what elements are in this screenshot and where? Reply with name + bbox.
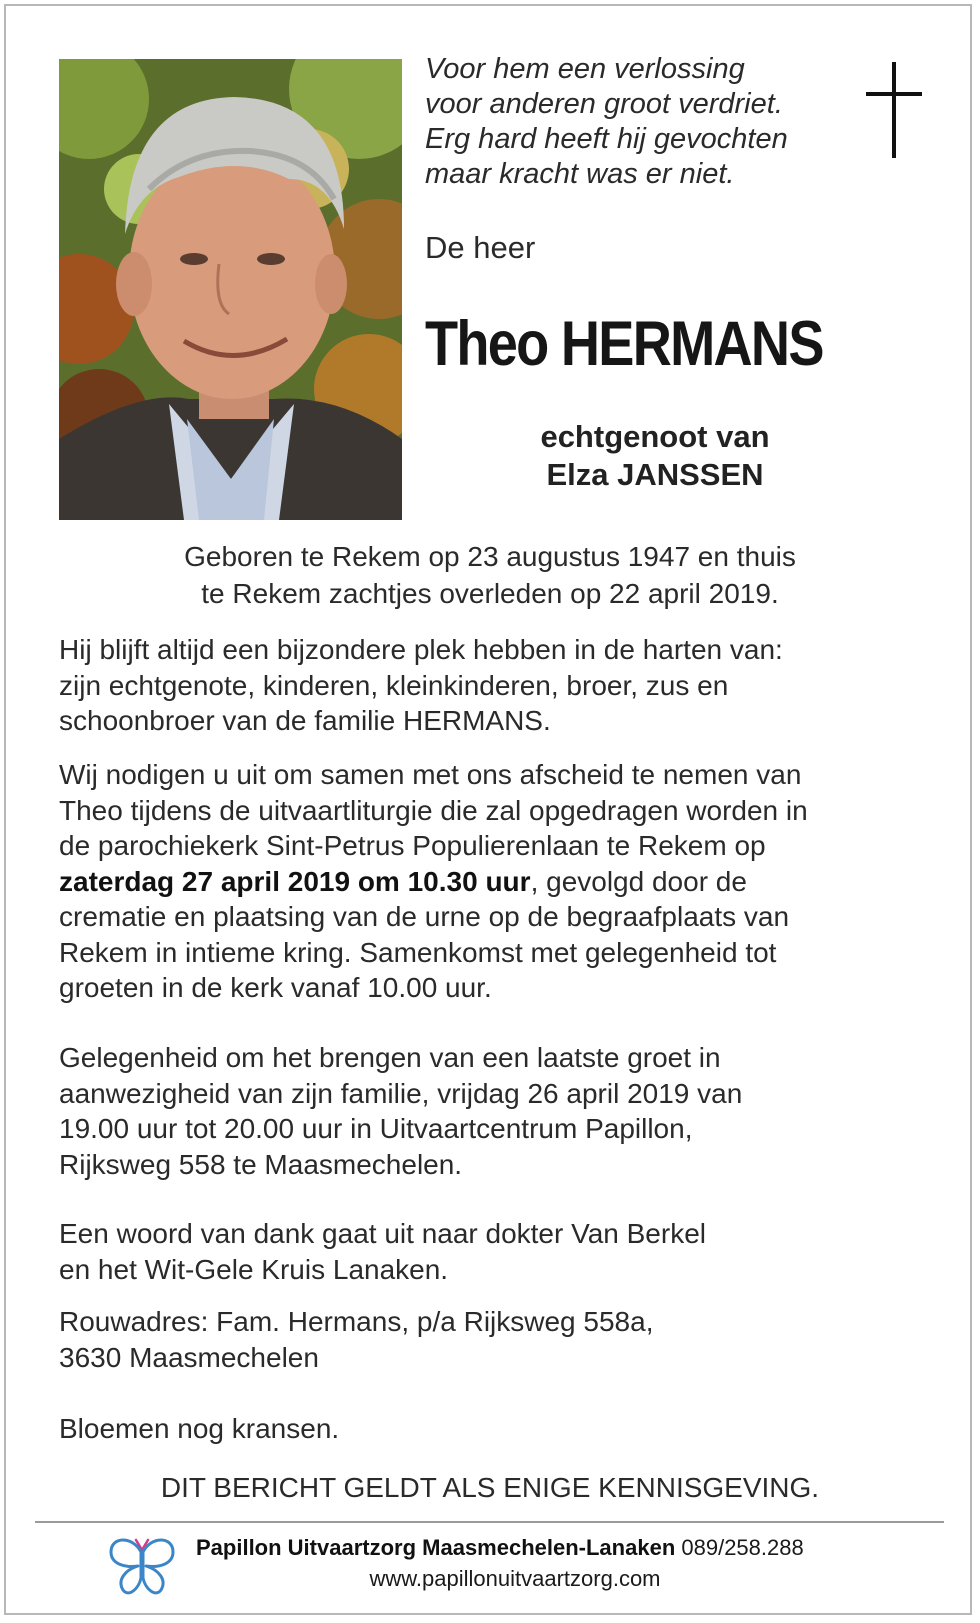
funeral-line: crematie en plaatsing van de urne op de begraafplaats van [59,901,790,932]
spouse-label: echtgenoot van [540,419,770,454]
thanks-line: Een woord van dank gaat uit naar dokter Van Berkel [59,1218,706,1249]
funeral-line: de parochiekerk Sint-Petrus Populierenlaan te Rekem op [59,830,766,861]
spouse-info [480,418,830,494]
address-line: Rouwadres: Fam. Hermans, p/a Rijksweg 558a, [59,1306,654,1337]
funeral-line: Wij nodigen u uit om samen met ons afscheid te nemen van [59,759,802,790]
viewing-line: Rijksweg 558 te Maasmechelen. [59,1148,463,1180]
footer-company-line [196,1535,804,1561]
viewing-line: 19.00 uur tot 20.00 uur in Uitvaartcentrum Papillon, [59,1113,693,1144]
funeral-paragraph [59,757,939,1006]
poem-line: voor anderen groot verdriet. [425,88,783,120]
funeral-date: zaterdag 27 april 2019 om 10.30 uur [59,865,531,897]
portrait-photo [59,59,402,520]
mourning-address [59,1304,939,1375]
thanks-line: en het Wit-Gele Kruis Lanaken. [59,1253,449,1285]
deceased-name: Theo HERMANS [425,309,823,379]
footer-divider [35,1521,944,1523]
funeral-line: groeten in de kerk vanaf 10.00 uur. [59,972,492,1003]
funeral-date-line [59,864,939,900]
viewing-line: Gelegenheid om het brengen van een laatste groet in [59,1042,721,1073]
birth-death-line: Geboren te Rekem op 23 augustus 1947 en thuis [184,541,796,572]
viewing-line: aanwezigheid van zijn familie, vrijdag 26 april 2019 van [59,1077,743,1109]
thanks-paragraph [59,1216,939,1287]
company-website[interactable]: www.papillonuitvaartzorg.com [369,1566,661,1591]
poem-line: Voor hem een verlossing [425,53,745,85]
funeral-line: Rekem in intieme kring. Samenkomst met gelegenheid tot [59,936,777,968]
birth-death-info [60,538,920,612]
birth-death-line: te Rekem zachtjes overleden op 22 april 2019. [201,578,779,609]
flowers-note [59,1411,939,1447]
company-phone: 089/258.288 [675,1535,804,1560]
survivors-line: Hij blijft altijd een bijzondere plek hebben in de harten van: [59,634,783,665]
funeral-line-rest: , gevolgd door de [530,865,747,897]
cross-icon [866,62,922,158]
address-line: 3630 Maasmechelen [59,1341,319,1373]
poem-line: Erg hard heeft hij gevochten [425,123,788,155]
spouse-name: Elza JANSSEN [546,457,764,492]
poem-line: maar kracht was er niet. [425,158,735,190]
survivors-line: zijn echtgenote, kinderen, kleinkinderen, broer, zus en [59,669,729,701]
salutation: De heer [425,230,536,265]
survivors-line: schoonbroer van de familie HERMANS. [59,705,551,736]
flowers-line: Bloemen nog kransen. [59,1413,340,1444]
survivors-paragraph [59,632,939,739]
funeral-line: Theo tijdens de uitvaartliturgie die zal opgedragen worden in [59,794,808,826]
sole-notice: DIT BERICHT GELDT ALS ENIGE KENNISGEVING. [160,1472,820,1503]
memorial-poem [425,52,845,192]
company-name: Papillon Uitvaartzorg Maasmechelen-Lanaken [196,1535,676,1560]
viewing-paragraph [59,1040,939,1182]
